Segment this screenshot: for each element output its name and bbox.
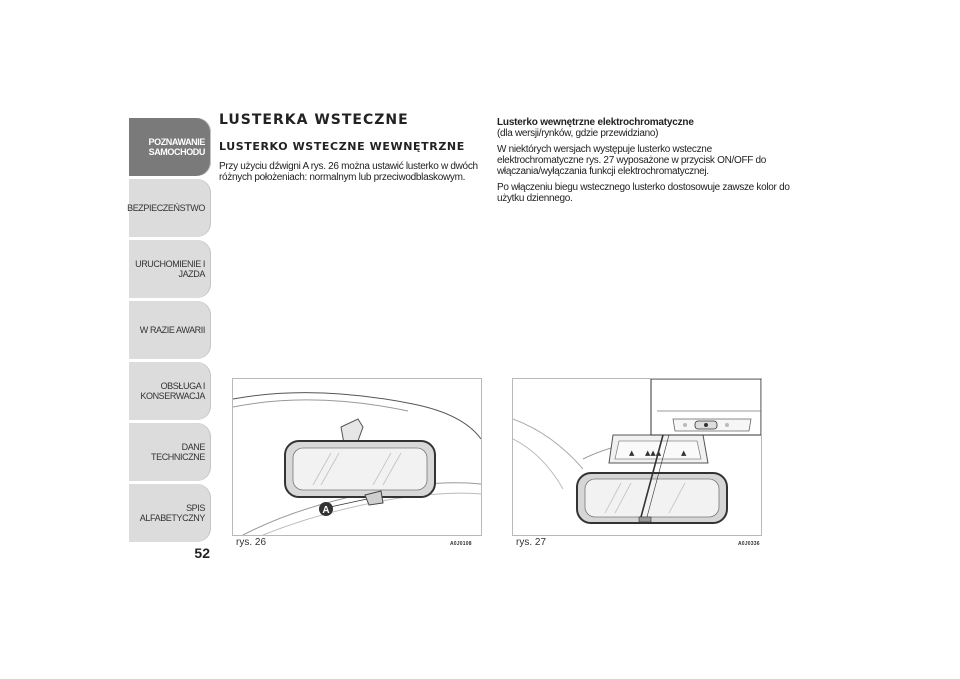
note-text: (dla wersji/rynków, gdzie przewidziano) xyxy=(497,128,659,139)
tab-obsluga-i-konserwacja[interactable] xyxy=(129,362,211,420)
figure-code: A0J0108 xyxy=(450,541,472,547)
tab-poznawanie-samochodu[interactable] xyxy=(129,118,211,176)
body-paragraph: W niektórych wersjach występuje lusterko wsteczne elektrochromatyczne rys. 27 wyposażone w przycisk ON/OFF do włączania/wyłączania funkcji elektrochromatycznej. xyxy=(497,144,767,177)
tab-label: DANE TECHNICZNE xyxy=(151,442,205,462)
figure-caption: rys. 26 xyxy=(236,537,267,548)
figure-rys-26 xyxy=(232,378,482,536)
tab-bezpieczenstwo[interactable] xyxy=(129,179,211,237)
tab-spis-alfabetyczny[interactable] xyxy=(129,484,211,542)
section-subtitle: LUSTERKO WSTECZNE WEWNĘTRZNE xyxy=(219,140,465,153)
rearview-mirror-illustration xyxy=(233,379,481,535)
subsection-heading: Lusterko wewnętrzne elektrochromatyczne xyxy=(497,117,694,128)
callout-label: A xyxy=(322,505,330,516)
tab-dane-techniczne[interactable] xyxy=(129,423,211,481)
tab-w-razie-awarii[interactable] xyxy=(129,301,211,359)
svg-text:▲▲▲: ▲▲▲ xyxy=(645,449,662,457)
figure-caption: rys. 27 xyxy=(516,537,547,548)
tab-label: BEZPIECZEŃSTWO xyxy=(127,203,205,213)
body-paragraph: Przy użyciu dźwigni A rys. 26 można ustawić lusterko w dwóch różnych położeniach: normalnym lub przeciwodblaskowym. xyxy=(219,161,478,183)
tab-label: W RAZIE AWARII xyxy=(139,325,205,335)
tab-uruchomienie-i-jazda[interactable] xyxy=(129,240,211,298)
section-title: LUSTERKA WSTECZNE xyxy=(219,112,409,128)
figure-rys-27 xyxy=(512,378,762,536)
tab-label: POZNAWANIE SAMOCHODU xyxy=(148,137,205,157)
tab-label: URUCHOMIENIE I JAZDA xyxy=(135,259,205,279)
svg-text:▲: ▲ xyxy=(681,449,687,457)
tab-label: OBSŁUGA I KONSERWACJA xyxy=(140,381,205,401)
page-number: 52 xyxy=(194,545,210,561)
electrochromic-mirror-illustration xyxy=(513,379,761,535)
tab-label: SPIS ALFABETYCZNY xyxy=(139,503,205,523)
figure-code: A0J0336 xyxy=(738,541,760,547)
svg-text:▲: ▲ xyxy=(629,449,635,457)
body-paragraph: Po włączeniu biegu wstecznego lusterko dostosowuje zawsze kolor do użytku dziennego. xyxy=(497,182,790,204)
